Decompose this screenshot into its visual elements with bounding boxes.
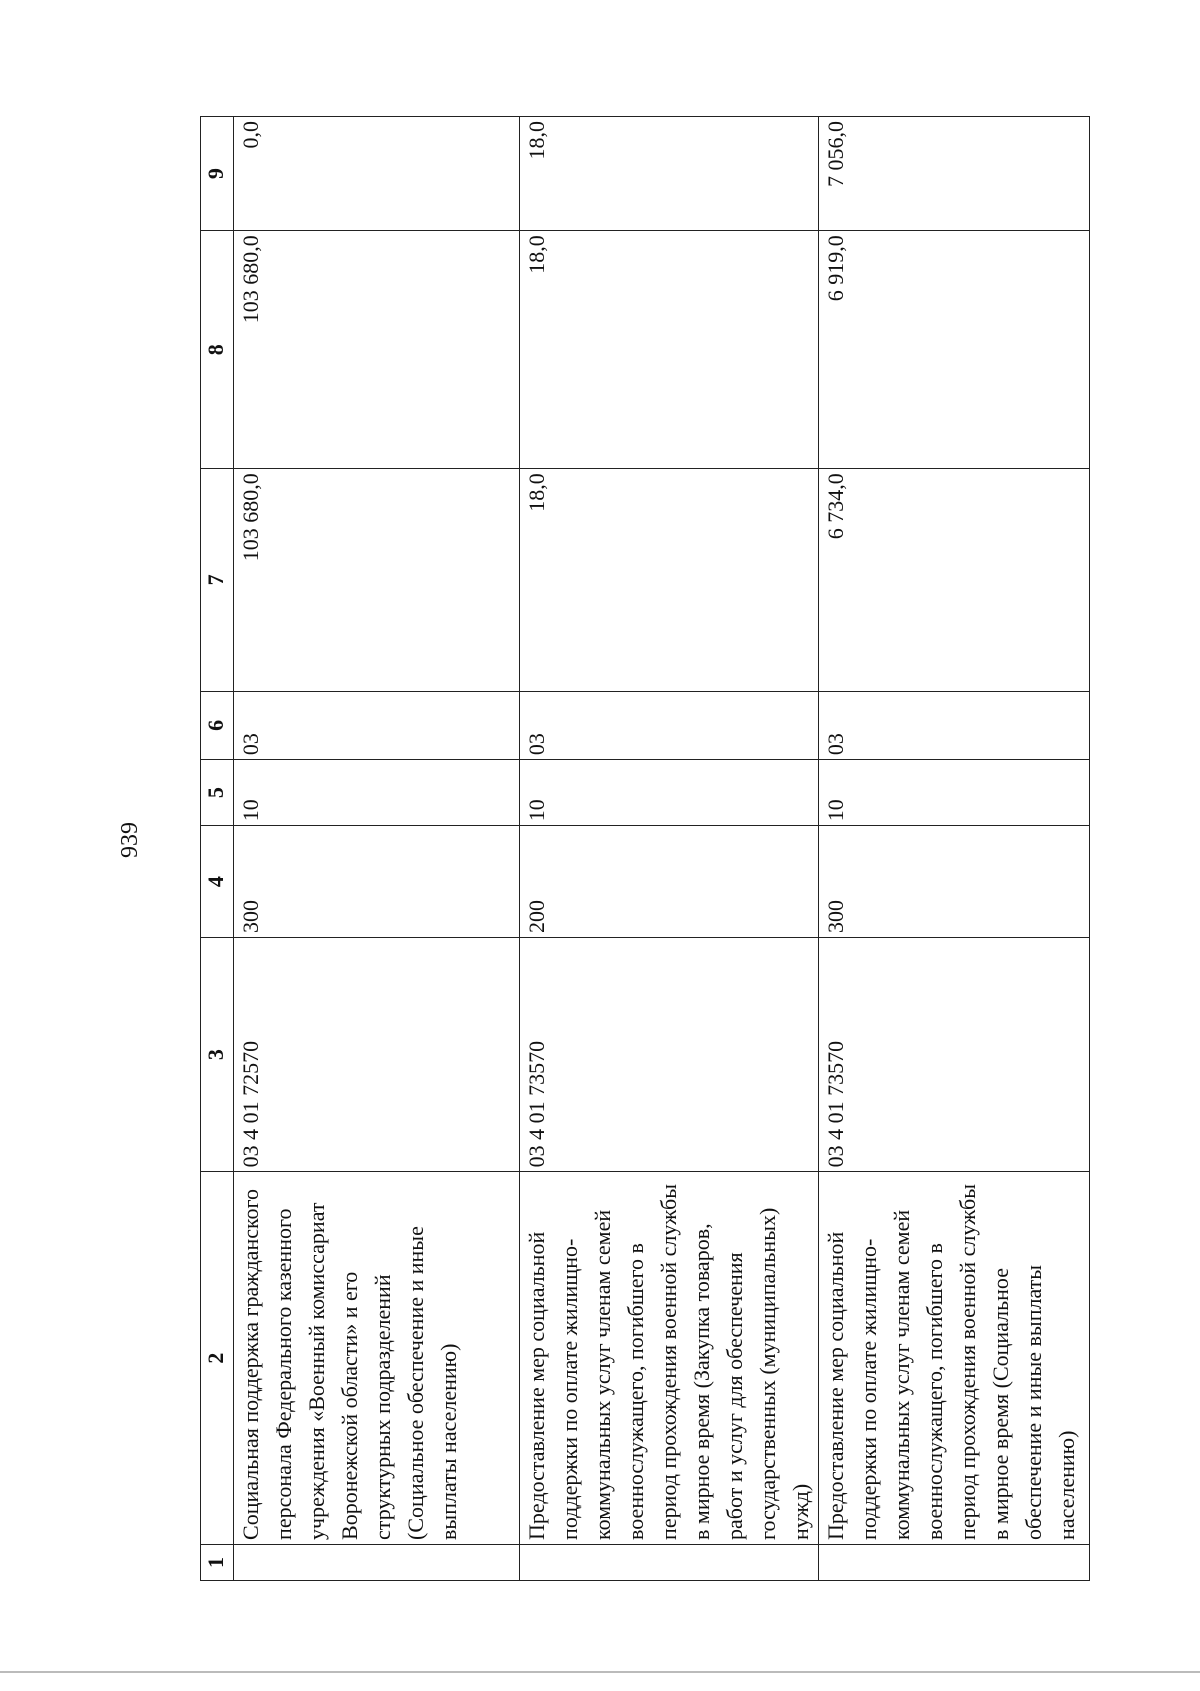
table-row — [520, 117, 819, 1581]
cell-row-number — [234, 1544, 520, 1580]
cell-name: Социальная поддержка гражданского персонала Федерального казенного учреждения «Военный комиссариат Воронежской области» и его структурных подразделений (Социальное обеспечение и иные выплаты населению) — [234, 1172, 520, 1545]
cell-row-number — [819, 1544, 1090, 1580]
page-number: 939 — [117, 822, 143, 858]
cell-section: 10 — [819, 760, 1090, 826]
cell-target-article: 03 4 01 73570 — [819, 937, 1090, 1171]
header-col-5: 5 — [201, 760, 234, 826]
header-col-2: 2 — [201, 1172, 234, 1545]
cell-row-number — [520, 1544, 819, 1580]
cell-subsection: 03 — [819, 691, 1090, 760]
header-col-6: 6 — [201, 691, 234, 760]
cell-name: Предоставление мер социальной поддержки по оплате жилищно-коммунальных услуг членам семей военнослужащего, погибшего в период прохождения военной службы в мирное время (Закупка товаров, работ и услуг для обеспечения государственных (муниципальных) нужд) — [520, 1172, 819, 1545]
table-row — [819, 117, 1090, 1581]
cell-subsection: 03 — [520, 691, 819, 760]
header-col-3: 3 — [201, 937, 234, 1171]
header-col-4: 4 — [201, 826, 234, 938]
cell-expense-type: 200 — [520, 826, 819, 938]
cell-amount-3: 18,0 — [520, 117, 819, 231]
cell-expense-type: 300 — [234, 826, 520, 938]
cell-section: 10 — [520, 760, 819, 826]
cell-amount-3: 7 056,0 — [819, 117, 1090, 231]
header-col-8: 8 — [201, 231, 234, 469]
cell-target-article: 03 4 01 72570 — [234, 937, 520, 1171]
cell-amount-2: 6 919,0 — [819, 231, 1090, 469]
cell-subsection: 03 — [234, 691, 520, 760]
header-col-1: 1 — [201, 1544, 234, 1580]
header-col-7: 7 — [201, 469, 234, 691]
cell-amount-2: 18,0 — [520, 231, 819, 469]
cell-amount-2: 103 680,0 — [234, 231, 520, 469]
table-container — [200, 116, 1090, 1581]
cell-target-article: 03 4 01 73570 — [520, 937, 819, 1171]
cell-section: 10 — [234, 760, 520, 826]
cell-amount-3: 0,0 — [234, 117, 520, 231]
header-col-9: 9 — [201, 117, 234, 231]
cell-expense-type: 300 — [819, 826, 1090, 938]
cell-amount-1: 6 734,0 — [819, 469, 1090, 691]
budget-table — [200, 116, 1090, 1581]
rotated-table-frame — [200, 116, 1090, 1581]
cell-name: Предоставление мер социальной поддержки по оплате жилищно-коммунальных услуг членам семей военнослужащего, погибшего в период прохождения военной службы в мирное время (Социальное обеспечение и иные выплаты населению) — [819, 1172, 1090, 1545]
cell-amount-1: 103 680,0 — [234, 469, 520, 691]
scan-edge-line — [0, 1671, 1200, 1673]
table-row — [234, 117, 520, 1581]
cell-amount-1: 18,0 — [520, 469, 819, 691]
header-row — [201, 117, 234, 1581]
